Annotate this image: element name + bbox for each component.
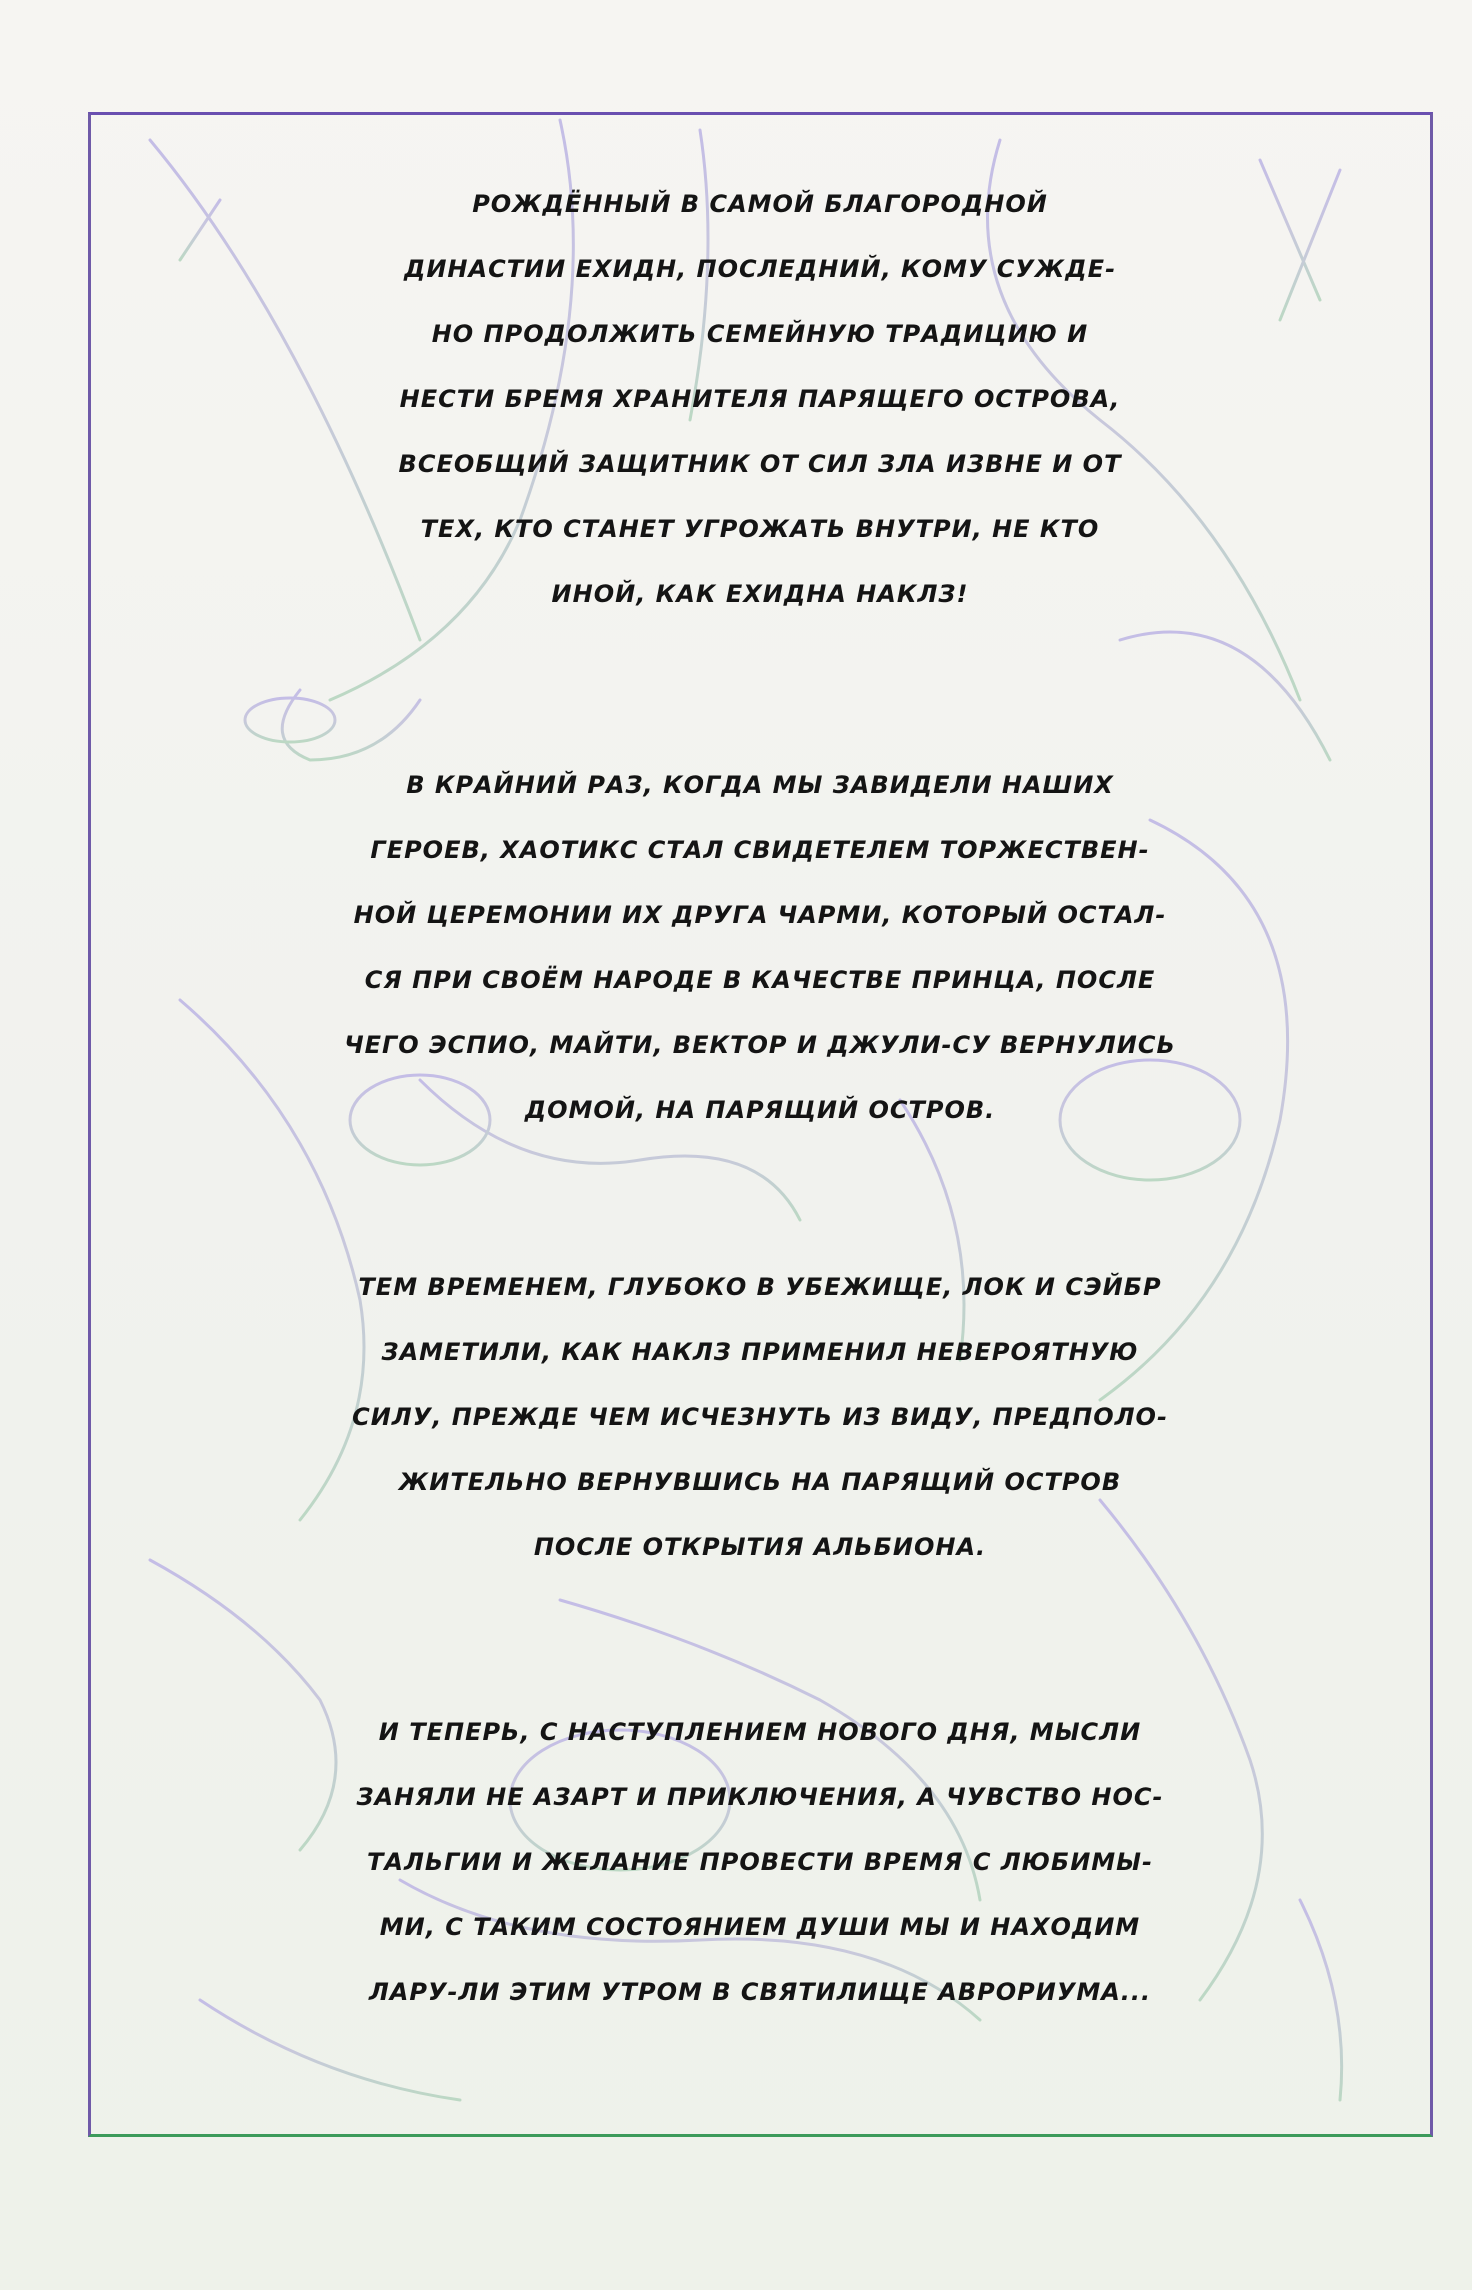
caption-line: СИЛУ, ПРЕЖДЕ ЧЕМ ИСЧЕЗНУТЬ ИЗ ВИДУ, ПРЕДПОЛО-: [352, 1403, 1168, 1431]
caption-paragraph-3: [110, 1255, 1410, 1580]
caption-line: МИ, С ТАКИМ СОСТОЯНИЕМ ДУШИ МЫ И НАХОДИМ: [379, 1913, 1141, 1941]
caption-line: ДИНАСТИИ ЕХИДН, ПОСЛЕДНИЙ, КОМУ СУЖДЕ-: [403, 255, 1117, 283]
caption-line: РОЖДЁННЫЙ В САМОЙ БЛАГОРОДНОЙ: [472, 190, 1048, 218]
caption-paragraph-2: [110, 753, 1410, 1143]
caption-line: НО ПРОДОЛЖИТЬ СЕМЕЙНУЮ ТРАДИЦИЮ И: [431, 320, 1089, 348]
caption-line: ТЕМ ВРЕМЕНЕМ, ГЛУБОКО В УБЕЖИЩЕ, ЛОК И СЭЙБР: [358, 1273, 1162, 1301]
caption-line: ЗАМЕТИЛИ, КАК НАКЛЗ ПРИМЕНИЛ НЕВЕРОЯТНУЮ: [381, 1338, 1139, 1366]
caption-line: ГЕРОЕВ, ХАОТИКС СТАЛ СВИДЕТЕЛЕМ ТОРЖЕСТВЕН-: [370, 836, 1150, 864]
caption-line: И ТЕПЕРЬ, С НАСТУПЛЕНИЕМ НОВОГО ДНЯ, МЫСЛИ: [378, 1718, 1142, 1746]
caption-line: ЖИТЕЛЬНО ВЕРНУВШИСЬ НА ПАРЯЩИЙ ОСТРОВ: [398, 1468, 1122, 1496]
caption-line: ВСЕОБЩИЙ ЗАЩИТНИК ОТ СИЛ ЗЛА ИЗВНЕ И ОТ: [398, 450, 1122, 478]
caption-line: ИНОЙ, КАК ЕХИДНА НАКЛЗ!: [551, 580, 969, 608]
caption-line: ЛАРУ-ЛИ ЭТИМ УТРОМ В СВЯТИЛИЩЕ АВРОРИУМА...: [368, 1978, 1152, 2006]
caption-line: ТАЛЬГИИ И ЖЕЛАНИЕ ПРОВЕСТИ ВРЕМЯ С ЛЮБИМЫ-: [367, 1848, 1153, 1876]
caption-line: ЧЕГО ЭСПИО, МАЙТИ, ВЕКТОР И ДЖУЛИ-СУ ВЕРНУЛИСЬ: [344, 1031, 1176, 1059]
caption-line: ТЕХ, КТО СТАНЕТ УГРОЖАТЬ ВНУТРИ, НЕ КТО: [420, 515, 1100, 543]
caption-line: ЗАНЯЛИ НЕ АЗАРТ И ПРИКЛЮЧЕНИЯ, А ЧУВСТВО НОС-: [356, 1783, 1164, 1811]
caption-line: ПОСЛЕ ОТКРЫТИЯ АЛЬБИОНА.: [533, 1533, 987, 1561]
caption-line: ДОМОЙ, НА ПАРЯЩИЙ ОСТРОВ.: [524, 1096, 996, 1124]
caption-line: СЯ ПРИ СВОЁМ НАРОДЕ В КАЧЕСТВЕ ПРИНЦА, ПОСЛЕ: [364, 966, 1156, 994]
caption-line: В КРАЙНИЙ РАЗ, КОГДА МЫ ЗАВИДЕЛИ НАШИХ: [406, 771, 1114, 799]
caption-paragraph-1: [110, 172, 1410, 627]
caption-line: НОЙ ЦЕРЕМОНИИ ИХ ДРУГА ЧАРМИ, КОТОРЫЙ ОСТАЛ-: [353, 901, 1167, 929]
caption-line: НЕСТИ БРЕМЯ ХРАНИТЕЛЯ ПАРЯЩЕГО ОСТРОВА,: [399, 385, 1121, 413]
caption-paragraph-4: [110, 1700, 1410, 2025]
